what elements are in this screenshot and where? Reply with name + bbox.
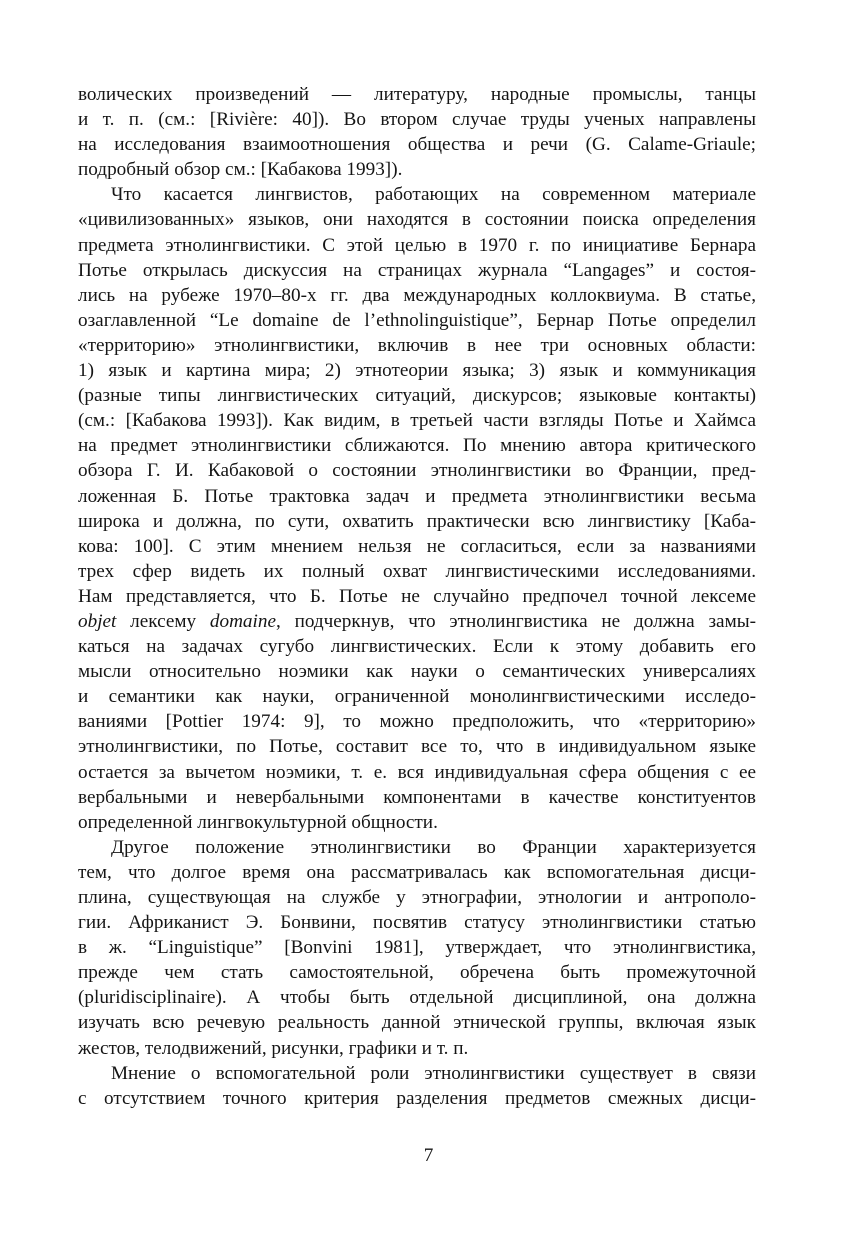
- text-line: Нам представляется, что Б. Потье не случайно предпочел точной лексеме: [78, 585, 756, 607]
- text-line: в ж. “Linguistique” [Bonvini 1981], утверждает, что этнолингвистика,: [78, 937, 756, 959]
- text-line: широка и должна, по сути, охватить практически всю лингвистику [Каба-: [78, 510, 756, 532]
- text-line: мысли относительно ноэмики как науки о семантических универсалиях: [78, 661, 756, 683]
- text-line: трех сфер видеть их полный охват лингвистическими исследованиями.: [78, 560, 756, 582]
- text-line: Потье открылась дискуссия на страницах журнала “Langages” и состоя-: [78, 259, 756, 281]
- text-line: (см.: [Кабакова 1993]). Как видим, в третьей части взгляды Потье и Хаймса: [78, 410, 756, 432]
- text-fragment: , подчеркнув, что этнолингвистика не должна замы-: [275, 610, 756, 632]
- text-line: Что касается лингвистов, работающих на современном материале: [111, 184, 756, 206]
- paragraph-1: [78, 82, 756, 182]
- text-line-with-italics: [78, 609, 756, 634]
- text-line: прежде чем стать самостоятельной, обречена быть промежуточной: [78, 962, 756, 984]
- italic-term-domaine: domaine: [209, 610, 276, 632]
- text-line: и т. п. (см.: [Rivière: 40]). Во втором случае труды ученых направлены: [78, 109, 756, 131]
- text-line: ваниями [Pottier 1974: 9], то можно предположить, что «территорию»: [78, 711, 756, 733]
- text-line: обзора Г. И. Кабаковой о состоянии этнолингвистики во Франции, пред-: [78, 460, 756, 482]
- text-line: 1) язык и картина мира; 2) этнотеории языка; 3) язык и коммуникация: [78, 360, 756, 382]
- text-line: кова: 100]. С этим мнением нельзя не согласиться, если за названиями: [78, 535, 756, 557]
- text-line: лись на рубеже 1970–80-х гг. два международных коллоквиума. В статье,: [78, 284, 756, 306]
- text-line: ложенная Б. Потье трактовка задач и предмета этнолингвистики весьма: [78, 485, 756, 507]
- text-line: жестов, телодвижений, рисунки, графики и т. п.: [78, 1037, 469, 1059]
- paragraph-2: [78, 182, 756, 834]
- text-line: (разные типы лингвистических ситуаций, дискурсов; языковые контакты): [78, 385, 756, 407]
- text-line: «территорию» этнолингвистики, включив в нее три основных области:: [78, 334, 756, 356]
- text-line: этнолингвистики, по Потье, составит все то, что в индивидуальном языке: [78, 736, 756, 758]
- text-line: вербальными и невербальными компонентами в качестве конституентов: [78, 786, 756, 808]
- text-line: с отсутствием точного критерия разделения предметов смежных дисци-: [78, 1087, 756, 1109]
- text-line: волических произведений — литературу, народные промыслы, танцы: [78, 84, 756, 105]
- page-number: 7: [423, 1145, 434, 1166]
- text-line: подробный обзор см.: [Кабакова 1993]).: [78, 159, 403, 181]
- page-body: [78, 82, 756, 1111]
- text-line: и семантики как науки, ограниченной монолингвистическими исследо-: [78, 686, 756, 708]
- text-line: остается за вычетом ноэмики, т. е. вся индивидуальная сфера общения с ее: [78, 761, 756, 783]
- text-line: на предмет этнолингвистики сближаются. По мнению автора критического: [78, 435, 756, 457]
- text-line: на исследования взаимоотношения общества и речи (G. Calame-Griaule;: [78, 134, 756, 156]
- text-line: озаглавленной “Le domaine de l’ethnolinguistique”, Бернар Потье определил: [78, 309, 756, 331]
- text-line: (pluridisciplinaire). А чтобы быть отдельной дисциплиной, она должна: [78, 987, 756, 1009]
- text-line: «цивилизованных» языков, они находятся в состоянии поиска определения: [78, 209, 756, 231]
- text-fragment: лексему: [116, 610, 210, 632]
- text-line: Другое положение этнолингвистики во Франции характеризуется: [111, 836, 756, 858]
- paragraph-3: [78, 835, 756, 1061]
- text-line: тем, что долгое время она рассматривалась как вспомогательная дисци-: [78, 861, 756, 883]
- text-line: изучать всю речевую реальность данной этнической группы, включая язык: [78, 1012, 756, 1034]
- text-line: каться на задачах сугубо лингвистических. Если к этому добавить его: [78, 636, 756, 658]
- text-line: Мнение о вспомогательной роли этнолингвистики существует в связи: [111, 1062, 756, 1084]
- text-line: определенной лингвокультурной общности.: [78, 811, 438, 833]
- italic-term-objet: objet: [78, 610, 117, 632]
- text-line: гии. Африканист Э. Бонвини, посвятив статусу этнолингвистики статью: [78, 912, 756, 934]
- text-line: предмета этнолингвистики. С этой целью в 1970 г. по инициативе Бернара: [78, 234, 756, 256]
- paragraph-4: [78, 1061, 756, 1111]
- text-line: плина, существующая на службе у этнографии, этнологии и антрополо-: [78, 887, 756, 908]
